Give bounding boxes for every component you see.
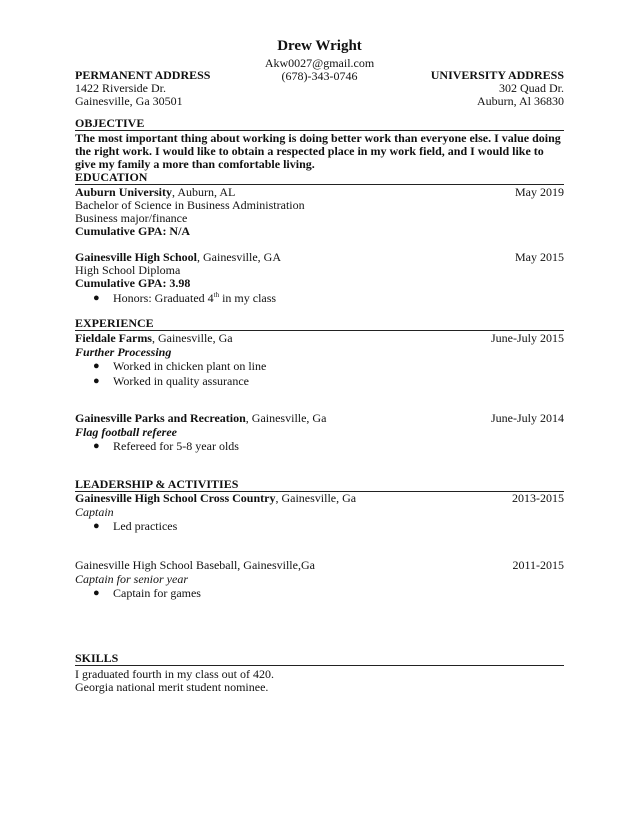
job-employer: Fieldale Farms: [75, 331, 152, 345]
job-employer: Gainesville Parks and Recreation: [75, 411, 246, 425]
auburn-major: Business major/finance: [75, 211, 188, 225]
activity-role: Captain for senior year: [75, 572, 188, 586]
skills-heading: SKILLS: [75, 651, 119, 665]
job-location: , Gainesville, Ga: [245, 411, 327, 425]
activity-bullet: ● Captain for games: [93, 586, 201, 600]
job-bullet: ● Refereed for 5-8 year olds: [93, 439, 239, 453]
university-address-line1: 302 Quad Dr.: [499, 81, 564, 95]
permanent-address-heading: PERMANENT ADDRESS: [75, 68, 211, 82]
job-bullet: ● Worked in chicken plant on line: [93, 359, 267, 373]
job-line: [75, 331, 233, 345]
bullet-icon: ●: [93, 375, 100, 387]
resume-page: [75, 0, 564, 826]
auburn-line: [75, 185, 235, 199]
skills-line: I graduated fourth in my class out of 420.: [75, 667, 274, 681]
job-date: June-July 2015: [491, 331, 564, 345]
highschool-location: , Gainesville, GA: [197, 250, 281, 264]
highschool-date: May 2015: [515, 250, 564, 264]
objective-heading: OBJECTIVE: [75, 116, 145, 130]
highschool-honors-bullet: ● Honors: Graduated 4th in my class: [93, 291, 277, 305]
skills-line: Georgia national merit student nominee.: [75, 680, 269, 694]
highschool-gpa: Cumulative GPA: 3.98: [75, 276, 191, 290]
bullet-icon: ●: [93, 292, 100, 304]
activity-bullet: ● Led practices: [93, 519, 178, 533]
phone: (678)-343-0746: [281, 69, 358, 83]
bullet-icon: ●: [93, 440, 100, 452]
bullet-icon: ●: [93, 360, 100, 372]
activity-org: Gainesville High School Baseball, Gainesville,Ga: [75, 558, 315, 572]
auburn-school: Auburn University: [75, 185, 173, 199]
skills-rule: [75, 665, 564, 666]
leadership-heading: LEADERSHIP & ACTIVITIES: [75, 477, 239, 491]
auburn-location: , Auburn, AL: [172, 185, 236, 199]
objective-text: The most important thing about working is doing better work than everyone else. I value doing the right work. I would like to obtain a respected place in my work field, and I would like to give my family a more than comfortable living.: [75, 131, 561, 171]
activity-role: Captain: [75, 505, 114, 519]
job-line: [75, 411, 326, 425]
job-location: , Gainesville, Ga: [151, 331, 233, 345]
university-address-line2: Auburn, Al 36830: [477, 94, 564, 108]
job-bullet: ● Worked in quality assurance: [93, 374, 249, 388]
education-heading: EDUCATION: [75, 170, 148, 184]
auburn-gpa: Cumulative GPA: N/A: [75, 224, 191, 238]
experience-heading: EXPERIENCE: [75, 316, 154, 330]
email: Akw0027@gmail.com: [264, 56, 375, 70]
permanent-address-line2: Gainesville, Ga 30501: [75, 94, 183, 108]
job-title: Flag football referee: [75, 425, 177, 439]
job-date: June-July 2014: [491, 411, 564, 425]
bullet-icon: ●: [93, 520, 100, 532]
auburn-date: May 2019: [515, 185, 564, 199]
permanent-address-line1: 1422 Riverside Dr.: [75, 81, 166, 95]
university-address-heading: UNIVERSITY ADDRESS: [430, 68, 564, 82]
highschool-line: [75, 250, 281, 264]
activity-date: 2013-2015: [512, 491, 564, 505]
job-title: Further Processing: [75, 345, 172, 359]
bullet-icon: ●: [93, 587, 100, 599]
highschool-school: Gainesville High School: [75, 250, 198, 264]
activity-line: [75, 491, 356, 505]
resume-name: Drew Wright: [277, 38, 362, 54]
activity-date: 2011-2015: [512, 558, 564, 572]
activity-org: Gainesville High School Cross Country: [75, 491, 276, 505]
auburn-degree: Bachelor of Science in Business Administration: [75, 198, 305, 212]
activity-location: , Gainesville, Ga: [275, 491, 357, 505]
highschool-degree: High School Diploma: [75, 263, 181, 277]
